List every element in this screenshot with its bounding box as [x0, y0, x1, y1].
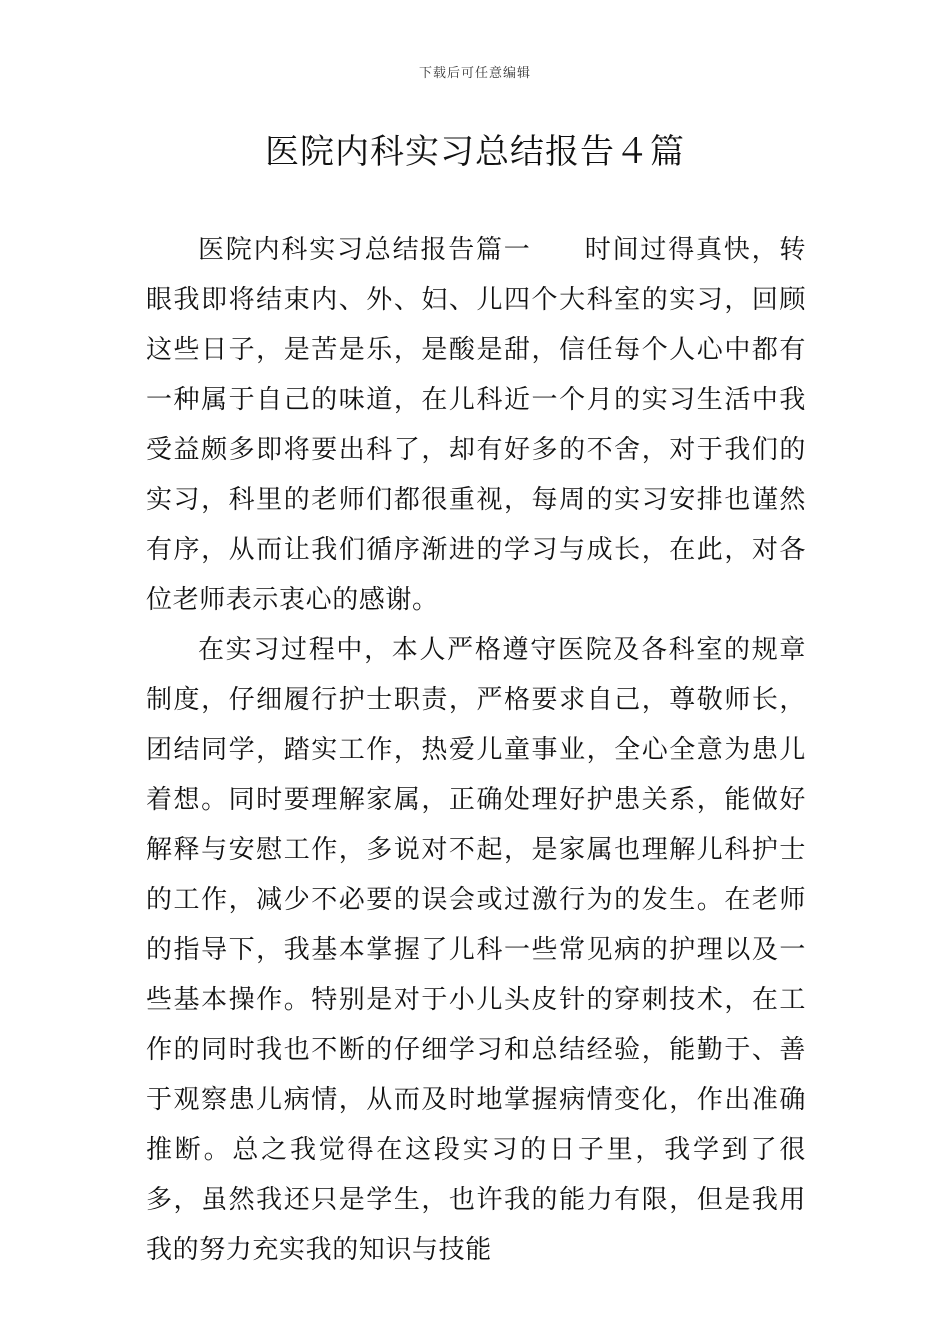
document-title: 医院内科实习总结报告４篇 [265, 132, 685, 172]
paragraph-2 [146, 625, 806, 1275]
paragraph-1-text: 时间过得真快，转眼我即将结束内、外、妇、儿四个大科室的实习，回顾这些日子，是苦是乐，是酸是甜，信任每个人心中都有一种属于自己的味道，在儿科近一个月的实习生活中我受益颇多即将要出科了，却有好多的不舍，对于我们的实习，科里的老师们都很重视，每周的实习安排也谨然有序，从而让我们循序渐进的学习与成长，在此，对各位老师表示衷心的感谢。 [146, 235, 806, 615]
section-heading: 医院内科实习总结报告篇一 [198, 235, 532, 265]
paragraph-2-text: 在实习过程中，本人严格遵守医院及各科室的规章制度，仔细履行护士职责，严格要求自己，尊敬师长，团结同学，踏实工作，热爱儿童事业，全心全意为患儿着想。同时要理解家属，正确处理好护患关系，能做好解释与安慰工作，多说对不起，是家属也理解儿科护士的工作，减少不必要的误会或过激行为的发生。在老师的指导下，我基本掌握了儿科一些常见病的护理以及一些基本操作。特别是对于小儿头皮针的穿刺技术，在工作的同时我也不断的仔细学习和总结经验，能勤于、善于观察患儿病情，从而及时地掌握病情变化，作出准确推断。总之我觉得在这段实习的日子里，我学到了很多，虽然我还只是学生，也许我的能力有限，但是我用我的努力充实我的知识与技能 [146, 635, 806, 1265]
header-note: 下载后可任意编辑 [418, 66, 531, 81]
document-body [146, 225, 806, 1275]
paragraph-1 [146, 225, 806, 625]
